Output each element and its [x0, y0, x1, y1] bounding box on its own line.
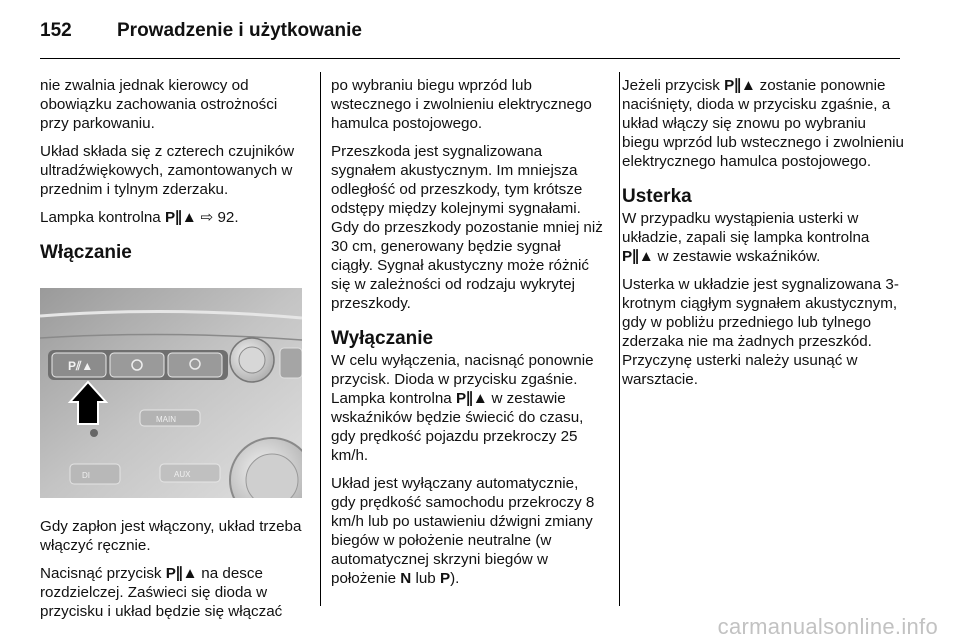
text: na desce rozdzielczej. Zaświeci się dioda w przycisku i układ będzie się włączać: [40, 565, 283, 620]
parking-assist-icon: P∥▲: [164, 209, 197, 226]
aux-button-label: AUX: [174, 470, 191, 479]
text: Układ jest wyłączany automatycznie, gdy prędkość samochodu przekroczy 8 km/h lub po ustawieniu dźwigni zmiany biegów w położenie neutralne (w automatycznej skrzyni biegów w położenie: [331, 475, 595, 587]
paragraph-continued: po wybraniu biegu wprzód lub wstecznego i zwolnieniu elektrycznego hamulca postojowego.: [331, 77, 592, 132]
heading-usterka: Usterka: [622, 186, 692, 207]
paragraph-sensors: Układ składa się z czterech czujników ultradźwiękowych, zamontowanych w przednim i tylnym zderzaku.: [40, 143, 295, 198]
page-title: Prowadzenie i użytkowanie: [117, 20, 362, 41]
gear-key-n: N: [400, 570, 412, 587]
di-button-label: DI: [82, 471, 90, 480]
paragraph-press-button: [40, 564, 308, 621]
paragraph-warning-lamp: [40, 208, 308, 227]
heading-wylaczanie: Wyłączanie: [331, 328, 434, 349]
paragraph-press-again: [622, 76, 904, 171]
page-header: [0, 0, 960, 60]
column-2: [331, 76, 606, 597]
paragraph-fault-lamp: [622, 209, 904, 266]
watermark: carmanualsonline.info: [717, 614, 938, 639]
gear-key-p: P: [439, 570, 451, 587]
page-ref-arrow-icon: ⇨: [200, 209, 214, 226]
text: W przypadku wystąpienia usterki w układzie, zapali się lampka kontrolna: [622, 210, 870, 246]
column-1: [40, 76, 308, 630]
parking-assist-icon: P∥▲: [165, 565, 198, 582]
text: w zestawie wskaźników będzie świecić do czasu, gdy prędkość pojazdu przekroczy 25 km/h.: [331, 390, 584, 464]
main-button-label: MAIN: [156, 415, 176, 424]
svg-text:P⫽▲: P⫽▲: [68, 359, 94, 373]
paragraph-switch-off: [331, 351, 606, 465]
text: Nacisnąć przycisk: [40, 565, 162, 582]
parking-assist-icon: P∥▲: [455, 390, 488, 407]
paragraph-acoustic-signal: Przeszkoda jest sygnalizowana sygnałem akustycznym. Im mniejsza odległość od przeszkody, tym krótsze odstępy między kolejnymi sygnałami. Gdy do przeszkody pozostanie mniej niż 30 cm, generowany będzie sygnał ciągły. Sygnał akustyczny może różnić się w zależności od rodzaju wykrytej przeszkody.: [331, 143, 603, 312]
text: lub: [415, 570, 436, 587]
text: Lampka kontrolna: [40, 209, 161, 226]
paragraph-ignition: Gdy zapłon jest włączony, układ trzeba włączyć ręcznie.: [40, 518, 302, 554]
page-ref: 92.: [217, 209, 239, 226]
parking-assist-icon: P∥▲: [622, 248, 654, 265]
text: w zestawie wskaźników.: [657, 248, 821, 265]
page-number: 152: [40, 20, 72, 41]
header-rule: [40, 58, 900, 59]
paragraph-auto-off: [331, 474, 606, 588]
column-divider-right: [619, 72, 620, 606]
heading-wlaczanie: Włączanie: [40, 242, 132, 263]
paragraph-fault-signal: Usterka w układzie jest sygnalizowana 3-krotnym ciągłym sygnałem akustycznym, gdy w pobliżu przedniego lub tylnego zderzaka nie ma żadnych przeszkód. Przyczynę usterki należy usunąć w warsztacie.: [622, 276, 899, 388]
dashboard-button-figure: [40, 288, 302, 498]
text: zostanie ponownie naciśnięty, dioda w przycisku zgaśnie, a układ włączy się znowu po wybraniu biegu wprzód lub wstecznego i zwolnieniu elektrycznego hamulca postojowego.: [622, 77, 904, 170]
paragraph-intro: nie zwalnia jednak kierowcy od obowiązku zachowania ostrożności przy parkowaniu.: [40, 77, 278, 132]
parking-assist-icon: P∥▲: [724, 77, 756, 94]
text: Jeżeli przycisk: [622, 77, 720, 94]
text: ).: [450, 570, 460, 587]
column-3: [622, 76, 904, 398]
column-divider-left: [320, 72, 321, 606]
text: W celu wyłączenia, nacisnąć ponownie przycisk. Dioda w przycisku zgaśnie. Lampka kontrolna: [331, 352, 594, 407]
